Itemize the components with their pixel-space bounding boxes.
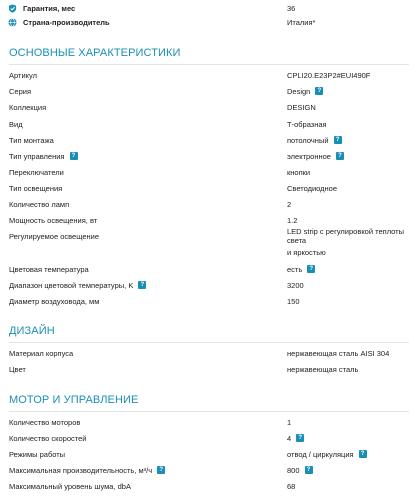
help-icon[interactable]: ? [157,466,165,474]
spec-label: Материал корпуса [9,348,74,358]
spec-label: Режимы работы [9,449,66,459]
spec-label-wrap [9,279,146,291]
help-icon[interactable]: ? [315,87,323,95]
spec-label: Количество скоростей [9,433,87,443]
spec-value: отвод / циркуляция [287,449,354,459]
help-icon[interactable]: ? [138,281,146,289]
spec-label: Вид [9,119,23,129]
spec-label: Диапазон цветовой температуры, K [9,280,134,290]
spec-row-modes [9,448,409,460]
spec-row-adjustable-light-cont [9,246,409,258]
spec-value: 800 [287,465,300,475]
spec-label-wrap [9,464,165,476]
help-icon[interactable]: ? [307,265,315,273]
spec-value: 3200 [287,280,304,290]
shield-check-icon [8,4,17,13]
spec-value: CPLI20.E23P2#EUI490F [287,70,371,80]
spec-label: Мощность освещения, вт [9,215,98,225]
spec-label: Тип освещения [9,183,63,193]
spec-label: Количество моторов [9,417,81,427]
spec-label: Максимальная производительность, м³/ч [9,465,153,475]
spec-label: Количество ламп [9,199,70,209]
spec-value: 150 [287,296,300,306]
spec-row-lamp-power [9,214,409,226]
spec-value: кнопки [287,167,311,177]
spec-value: Design [287,86,311,96]
spec-value-wrap [287,432,304,444]
help-icon[interactable]: ? [334,136,342,144]
divider [9,64,409,65]
spec-label: Цветовая температура [9,264,89,274]
spec-value: 4 [287,433,292,443]
help-icon[interactable]: ? [70,152,78,160]
spec-value: электронное [287,151,331,161]
country-value: Италия* [287,17,316,27]
spec-label: Артикул [9,70,37,80]
spec-value: 68 [287,481,296,491]
help-icon[interactable]: ? [336,152,344,160]
spec-value: LED strip с регулировкой теплоты света [287,227,405,245]
warranty-row [8,2,75,14]
help-icon[interactable]: ? [296,434,304,442]
country-label: Страна-производитель [23,17,110,27]
spec-row-color-temp-range [9,279,409,291]
spec-row-lamp-count [9,198,409,210]
spec-row-max-noise [9,480,409,492]
spec-row-switches [9,166,409,178]
spec-row-color-temp [9,263,409,275]
spec-row-type [9,118,409,130]
spec-value: и яркостью [287,247,326,257]
spec-value: есть [287,264,303,274]
help-icon[interactable]: ? [359,450,367,458]
spec-row-color [9,363,409,375]
spec-label: Диаметр воздуховода, мм [9,296,100,306]
spec-value: потолочный [287,135,329,145]
spec-label: Тип управления [9,151,65,161]
spec-label: Максимальный уровень шума, dbA [9,481,131,491]
spec-row-adjustable-light [9,227,409,245]
spec-value-wrap [287,150,344,162]
country-row [8,16,110,28]
spec-value-wrap [287,464,313,476]
help-icon[interactable]: ? [305,466,313,474]
warranty-label: Гарантия, мес [23,3,76,13]
spec-value-wrap [287,134,342,146]
spec-value: Светодиодное [287,183,338,193]
spec-value: 1.2 [287,215,298,225]
spec-row-series [9,85,409,97]
spec-row-mounting [9,134,409,146]
spec-row-lighting-type [9,182,409,194]
spec-row-collection [9,101,409,113]
spec-label: Коллекция [9,102,47,112]
spec-value: 1 [287,417,292,427]
spec-row-motor-count [9,416,409,428]
spec-row-speed-count [9,432,409,444]
spec-value: нержавеющая сталь [287,364,359,374]
section-title-main: ОСНОВНЫЕ ХАРАКТЕРИСТИКИ [9,47,181,59]
divider [9,411,409,412]
spec-row-max-capacity [9,464,409,476]
spec-row-article [9,69,409,81]
spec-value-wrap [287,85,323,97]
warranty-value: 36 [287,3,296,13]
spec-label: Регулируемое освещение [9,231,99,241]
spec-value: 2 [287,199,292,209]
spec-row-body-material [9,347,409,359]
divider [9,342,409,343]
spec-value: Т-образная [287,119,327,129]
spec-row-duct-diameter [9,295,409,307]
spec-label: Переключатели [9,167,64,177]
section-title-motor: МОТОР И УПРАВЛЕНИЕ [9,394,139,406]
spec-value-wrap [287,448,367,460]
spec-label: Тип монтажа [9,135,54,145]
spec-label: Серия [9,86,32,96]
collection-link[interactable]: DESIGN [287,102,316,112]
spec-value: нержавеющая сталь AISI 304 [287,348,390,358]
section-title-design: ДИЗАЙН [9,325,55,337]
spec-row-control [9,150,409,162]
spec-label-wrap [9,150,78,162]
spec-value-wrap [287,263,315,275]
globe-icon [8,18,17,27]
spec-label: Цвет [9,364,26,374]
